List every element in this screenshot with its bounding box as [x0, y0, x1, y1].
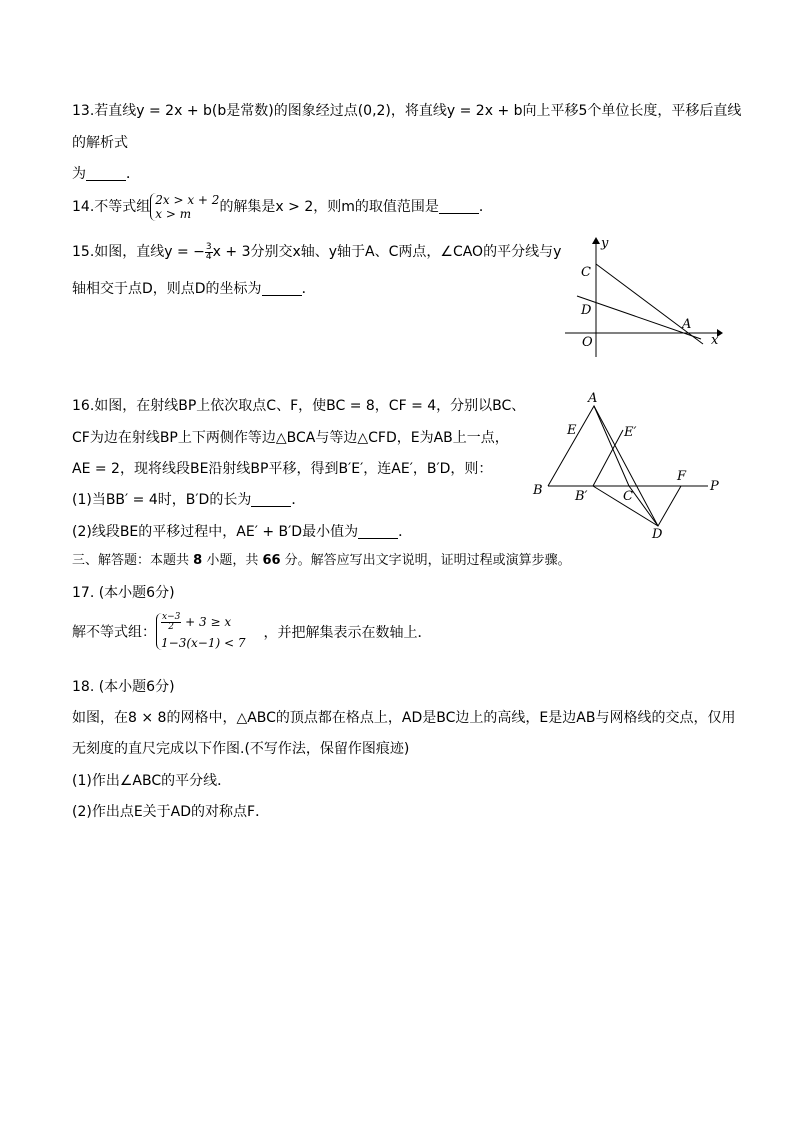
q16-sub1-text: (1)当BB′ = 4时，B′D的长为: [72, 492, 252, 508]
q18-title: 18. (本小题6分): [72, 679, 175, 695]
q16-line2: CF为边在射线BP上下两侧作等边△BCA与等边△CFD，E为AB上一点，: [72, 430, 509, 446]
q16-sub1-end: ．: [291, 492, 306, 508]
q16-label-b: B: [533, 483, 543, 498]
q15-fraction-num: 3: [205, 241, 212, 252]
q16-triangle-bca: [548, 406, 629, 486]
q15-label-d: D: [581, 303, 592, 318]
q17-fraction-num: x−3: [162, 612, 181, 622]
q14-body: 的解集是x > 2，则m的取值范围是: [219, 199, 439, 215]
q14-line: [72, 193, 493, 221]
q16-label-f: F: [677, 469, 687, 484]
q13-line1: 13.若直线y = 2x + b(b是常数)的图象经过点(0,2)，将直线y = 2x + b向上平移5个单位长度，平移后直线: [72, 103, 742, 119]
q16-label-c: C: [623, 489, 633, 504]
q17-row1-rest: + 3 ≥ x: [181, 615, 232, 629]
q15-label-c: C: [581, 265, 591, 280]
q15-label-y: y: [601, 236, 609, 251]
q17-system-row1: [161, 613, 245, 632]
q16-line3: AE = 2，现将线段BE沿射线BP平移，得到B′E′，连AE′，B′D，则：: [72, 461, 493, 477]
q15-label-o: O: [582, 335, 593, 350]
q14-prefix: 14.不等式组: [72, 199, 151, 215]
q16-label-a: A: [588, 391, 598, 406]
q16-sub2-blank: [358, 524, 398, 539]
q16-label-e-prime: E′: [624, 425, 637, 440]
q15-body: x + 3分别交x轴、y轴于A、C两点，∠CAO的平分线与y: [212, 244, 562, 260]
q16-sub1-blank: [251, 492, 291, 507]
q16-label-p: P: [710, 479, 719, 494]
q16-label-e: E: [567, 423, 577, 438]
q15-y-arrow: [592, 237, 600, 244]
section-3-prefix: 三、解答题：本题共: [72, 553, 194, 568]
q15-figure: [555, 232, 725, 362]
q17-fraction: [161, 613, 181, 632]
q15-fraction: [205, 243, 213, 262]
q18-sub2: (2)作出点E关于AD的对称点F．: [72, 804, 270, 820]
q16-figure: [528, 390, 728, 542]
q14-system-row2: x > m: [155, 207, 192, 221]
q15-line-ac: [596, 264, 703, 344]
q14-system-row1: 2x > x + 2: [155, 193, 220, 207]
q15-label-a: A: [682, 317, 692, 332]
q17-fraction-den: 2: [168, 622, 175, 632]
q15-label-x: x: [711, 333, 719, 348]
q16-line1: 16.如图，在射线BP上依次取点C、F，使BC = 8，CF = 4，分别以BC、: [72, 398, 526, 414]
q14-end: ．: [478, 199, 493, 215]
section-3-points: 66: [262, 553, 281, 568]
q15-fraction-den: 4: [205, 251, 212, 262]
section-3-mid: 小题，共: [202, 553, 263, 568]
q17-title: 17. (本小题6分): [72, 585, 175, 601]
q17-prefix: 解不等式组：: [72, 624, 156, 641]
q13-line3: [72, 164, 140, 184]
q13-line2: 的解析式: [72, 135, 128, 151]
q15-end: ．: [301, 281, 316, 297]
q13-answer-blank: [86, 166, 126, 181]
q18-line2: 无刻度的直尺完成以下作图.(不写作法，保留作图痕迹): [72, 741, 410, 757]
q18-line1: 如图，在8 × 8的网格中，△ABC的顶点都在格点上，AD是BC边上的高线，E是边AB与网格线的交点，仅用: [72, 710, 736, 726]
q15-line2: [72, 279, 316, 299]
q13-end: ．: [126, 166, 140, 182]
q16-label-b-prime: B′: [575, 489, 588, 504]
q15-prefix: 15.如图，直线y = −: [72, 244, 205, 260]
q14-answer-blank: [439, 199, 479, 214]
q17-system: [156, 613, 245, 650]
q17-line: [72, 612, 432, 650]
q17-instruction: ，并把解集表示在数轴上．: [263, 624, 432, 641]
q17-system-row2: 1−3(x−1) < 7: [161, 636, 246, 650]
q16-sub2: [72, 522, 412, 542]
q15-question: 轴相交于点D，则点D的坐标为: [72, 281, 262, 297]
q16-sub1: [72, 490, 305, 510]
q16-sub2-end: ．: [398, 524, 413, 540]
q15-line1: [72, 242, 561, 262]
section-3-heading: [72, 551, 571, 571]
q16-sub2-text: (2)线段BE的平移过程中，AE′ + B′D最小值为: [72, 524, 359, 540]
q16-label-d: D: [652, 527, 663, 542]
section-3-count: 8: [193, 553, 203, 568]
q18-sub1: (1)作出∠ABC的平分线．: [72, 773, 232, 789]
section-3-suffix: 分。解答应写出文字说明，证明过程或演算步骤。: [280, 553, 571, 568]
q13-answer-prefix: 为: [72, 166, 86, 182]
q15-answer-blank: [262, 281, 302, 296]
q14-system: [150, 193, 219, 221]
